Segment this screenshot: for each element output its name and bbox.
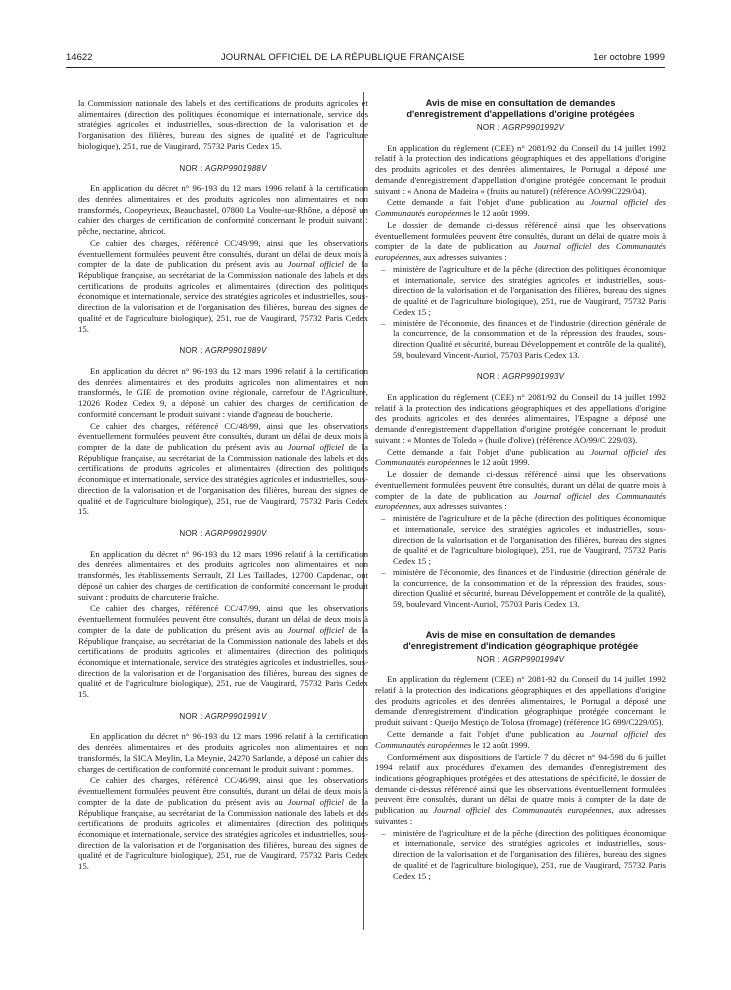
notice (375, 655, 666, 882)
right-column (375, 98, 666, 883)
nor-reference: NOR : AGRP9901990V (179, 528, 267, 538)
notice (78, 164, 368, 335)
address-list (375, 264, 666, 360)
notice (375, 372, 666, 609)
nor-reference: NOR : AGRP9901993V (476, 372, 565, 382)
section-heading: Avis de mise en consultation de demandes d'enregistrement d'appellations d'origine protégées (406, 98, 635, 119)
notice (78, 712, 368, 872)
notice-paragraph: Conformément aux dispositions de l'article 7 du décret n° 94-598 du 6 juillet 1994 relatif aux procédures d'examen des demandes d'enregistrement des indications géographiques protégées et des attestations de spécificité, le dossier de demande ci-dessus référencé ainsi que les observations éventuellement formulées peuvent être consultés, durant un délai de quatre mois à compter de la date de publication au Journal officiel des Communautés européennes, aux adresses suivantes : (375, 751, 666, 826)
notice (78, 346, 368, 517)
notice-paragraph: Cette demande a fait l'objet d'une publication au Journal officiel des Communautés européennes le 12 août 1999. (375, 446, 666, 468)
notice-paragraph: Ce cahier des charges, référencé CC/48/99, ainsi que les observations éventuellement formulées peuvent être consultés, durant un délai de deux mois à compter de la date de publication du présent avis au Journal officiel de la République française, au secrétariat de la Commission nationale des labels et des certifications de produits agricoles et alimentaires (direction des politiques économique et internationale, service des stratégies agricoles et industrielles, sous-direction de la valorisation et de l'organisation des filières, bureau des signes de qualité et de l'agriculture biologique), 251, rue de Vaugirard, 75732 Paris Cedex 15. (78, 420, 368, 517)
notice-paragraph: En application du décret n° 96-193 du 12 mars 1996 relatif à la certification des denrées alimentaires et des produits agricoles non alimentaires et non transformés, Coopeyrieux, Beauchastel, 07800 La Voulte-sur-Rhône, a déposé un cahier des charges de certification de conformité concernant le produit suivant : pêche, nectarine, abricot. (78, 183, 368, 237)
address-list (375, 513, 666, 609)
notice-paragraph: Cette demande a fait l'objet d'une publication au Journal officiel des Communautés européennes le 12 août 1999. (375, 729, 666, 750)
list-item: – ministère de l'agriculture et de la pêche (direction des politiques économique et internationale, service des stratégies agricoles et industrielles, sous-direction de la valorisation et de l'organisation des filières, bureau des signes de qualité et de l'agriculture biologique), 251, rue de Vaugirard, 75732 Paris Cedex 15 ; (393, 513, 666, 567)
publication-date: 1er octobre 1999 (593, 52, 665, 63)
page-header (66, 52, 665, 66)
nor-reference: NOR : AGRP9901992V (476, 123, 565, 132)
notice-paragraph: En application du règlement (CEE) n° 2081/92 du Conseil du 14 juillet 1992 relatif à la protection des indications géographiques et des appellations d'origine des produits agricoles et des denrées alimentaires, le Portugal a déposé une demande d'enregistrement d'appellation d'origine protégée concernant le produit suivant : « Anona de Madeira » (fruits au naturel) (référence AO/99C229/04). (375, 142, 666, 196)
left-column (78, 98, 368, 873)
nor-reference: NOR : AGRP9901994V (476, 654, 565, 664)
notice-paragraph: Ce cahier des charges, référencé CC/46/99, ainsi que les observations éventuellement formulées peuvent être consultés, durant un délai de deux mois à compter de la date de publication du présent avis au Journal officiel de la République française, au secrétariat de la Commission nationale des labels et des certifications de produits agricoles et alimentaires (direction des politiques économique et internationale, service des stratégies agricoles et industrielles, sous-direction de la valorisation et de l'organisation des filières, bureau des signes de qualité et de l'agriculture biologique), 251, rue de Vaugirard, 75732 Paris Cedex 15. (78, 775, 368, 872)
list-item: – ministère de l'économie, des finances et de l'industrie (direction générale de la concurrence, de la consommation et de la répression des fraudes, sous-direction Qualité et sécurité, bureau Développement et contrôle de la qualité), 59, boulevard Vincent-Auriol, 75703 Paris Cedex 13. (393, 567, 666, 610)
list-item: – ministère de l'économie, des finances et de l'industrie (direction générale de la concurrence, de la consommation et de la répression des fraudes, sous-direction Qualité et sécurité, bureau Développement et contrôle de la qualité), 59, boulevard Vincent-Auriol, 75703 Paris Cedex 13. (393, 318, 666, 361)
address-list (375, 828, 666, 882)
nor-reference: NOR : AGRP9901991V (179, 711, 267, 721)
notice-paragraph: En application du règlement (CEE) n° 2081/92 du Conseil du 14 juillet 1992 relatif à la protection des indications géographiques et des appellations d'origine des produits agricoles et des denrées alimentaires, l'Espagne a déposé une demande d'enregistrement d'appellation d'origine protégée concernant le produit suivant : « Montes de Toledo » (huile d'olive) (référence AO/99/C 229/03). (375, 392, 666, 445)
header-rule (66, 67, 665, 68)
notice-paragraph: En application du décret n° 96-193 du 12 mars 1996 relatif à la certification des denrées alimentaires et des produits agricoles non alimentaires et non transformés, la SICA Meylin, La Meynie, 24270 Sarlande, a déposé un cahier des charges de certification de conformité concernant le produit suivant : pommes. (78, 731, 368, 774)
notice-paragraph: En application du décret n° 96-193 du 12 mars 1996 relatif à la certification des denrées alimentaires et des produits agricoles non alimentaires et non transformés, le GIE de promotion ovine régionale, carrefour de l'Agriculture, 12026 Rodez Cedex 9, a déposé un cahier des charges de certification de conformité concernant le produit suivant : viande d'agneau de boucherie. (78, 365, 368, 419)
notice (375, 123, 666, 360)
notice-paragraph: Le dossier de demande ci-dessus référencé ainsi que les observations éventuellement formulées peuvent être consultés, durant un délai de quatre mois à compter de la date de publication au Journal officiel des Communautés européennes, aux adresses suivantes : (375, 220, 666, 263)
notice-paragraph: Le dossier de demande ci-dessus référencé ainsi que les observations éventuellement formulées peuvent être consultés, durant un délai de quatre mois à compter de la date de publication au Journal officiel des Communautés européennes, aux adresses suivantes : (375, 469, 666, 512)
notice-paragraph: En application du décret n° 96-193 du 12 mars 1996 relatif à la certification des denrées alimentaires et des produits agricoles non alimentaires et non transformés, les établissements Serrault, ZI Les Taillades, 12700 Capdenac, ont déposé un cahier des charges de certification de conformité concernant le produit suivant : produits de charcuterie fraîche. (78, 548, 368, 602)
notice-paragraph: En application du règlement (CEE) n° 2081-92 du Conseil du 14 juillet 1992 relatif à la protection des indications géographiques et des appellations d'origine des produits agricoles et des denrées alimentaires, le Portugal a déposé une demande d'enregistrement d'indication géographique protégée concernant le produit suivant : Queijo Mestiço de Tolosa (fromage) (référence IG 699/C229/05). (375, 674, 666, 728)
notice (78, 529, 368, 700)
list-item: – ministère de l'agriculture et de la pêche (direction des politiques économique et internationale, service des stratégies agricoles et industrielles, sous-direction de la valorisation et de l'organisation des filières, bureau des signes de qualité et de l'agriculture biologique), 251, rue de Vaugirard, 75732 Paris Cedex 15 ; (393, 264, 666, 318)
journal-title: JOURNAL OFFICIEL DE LA RÉPUBLIQUE FRANÇAISE (220, 52, 465, 63)
notice-paragraph: Ce cahier des charges, référencé CC/47/99, ainsi que les observations éventuellement formulées peuvent être consultés, durant un délai de deux mois à compter de la date de publication du présent avis au Journal officiel de la République française, au secrétariat de la Commission nationale des labels et des certifications de produits agricoles et alimentaires (direction des politiques économique et internationale, service des stratégies agricoles et industrielles, sous-direction de la valorisation et de l'organisation des filières, bureau des signes de qualité et de l'agriculture biologique), 251, rue de Vaugirard, 75732 Paris Cedex 15. (78, 603, 368, 700)
continued-paragraph: la Commission nationale des labels et des certifications de produits agricoles et alimentaires (direction des politiques économique et internationale, service des stratégies agricoles et industrielles, sous-direction de la valorisation et de l'organisation des filières, bureau des signes de qualité et de l'agriculture biologique), 251, rue de Vaugirard, 75732 Paris Cedex 15. (78, 98, 368, 151)
nor-reference: NOR : AGRP9901989V (179, 346, 267, 356)
list-item: – ministère de l'agriculture et de la pêche (direction des politiques économique et internationale, service des stratégies agricoles et industrielles, sous-direction de la valorisation et de l'organisation des filières, bureau des signes de qualité et de l'agriculture biologique), 251, rue de Vaugirard, 75732 Paris Cedex 15 ; (393, 828, 666, 882)
section-heading: Avis de mise en consultation de demandes d'enregistrement d'indication géographique protégée (402, 629, 639, 651)
nor-reference: NOR : AGRP9901988V (179, 163, 267, 173)
notice-paragraph: Cette demande a fait l'objet d'une publication au Journal officiel des Communautés européennes le 12 août 1999. (375, 197, 666, 219)
notice-paragraph: Ce cahier des charges, référencé CC/49/99, ainsi que les observations éventuellement formulées peuvent être consultés, durant un délai de deux mois à compter de la date de publication du présent avis au Journal officiel de la République française, au secrétariat de la Commission nationale des labels et des certifications de produits agricoles et alimentaires (direction des politiques économique et internationale, service des stratégies agricoles et industrielles, sous-direction de la valorisation et de l'organisation des filières, bureau des signes de qualité et de l'agriculture biologique), 251, rue de Vaugirard, 75732 Paris Cedex 15. (78, 237, 368, 334)
page-number: 14622 (66, 52, 93, 63)
